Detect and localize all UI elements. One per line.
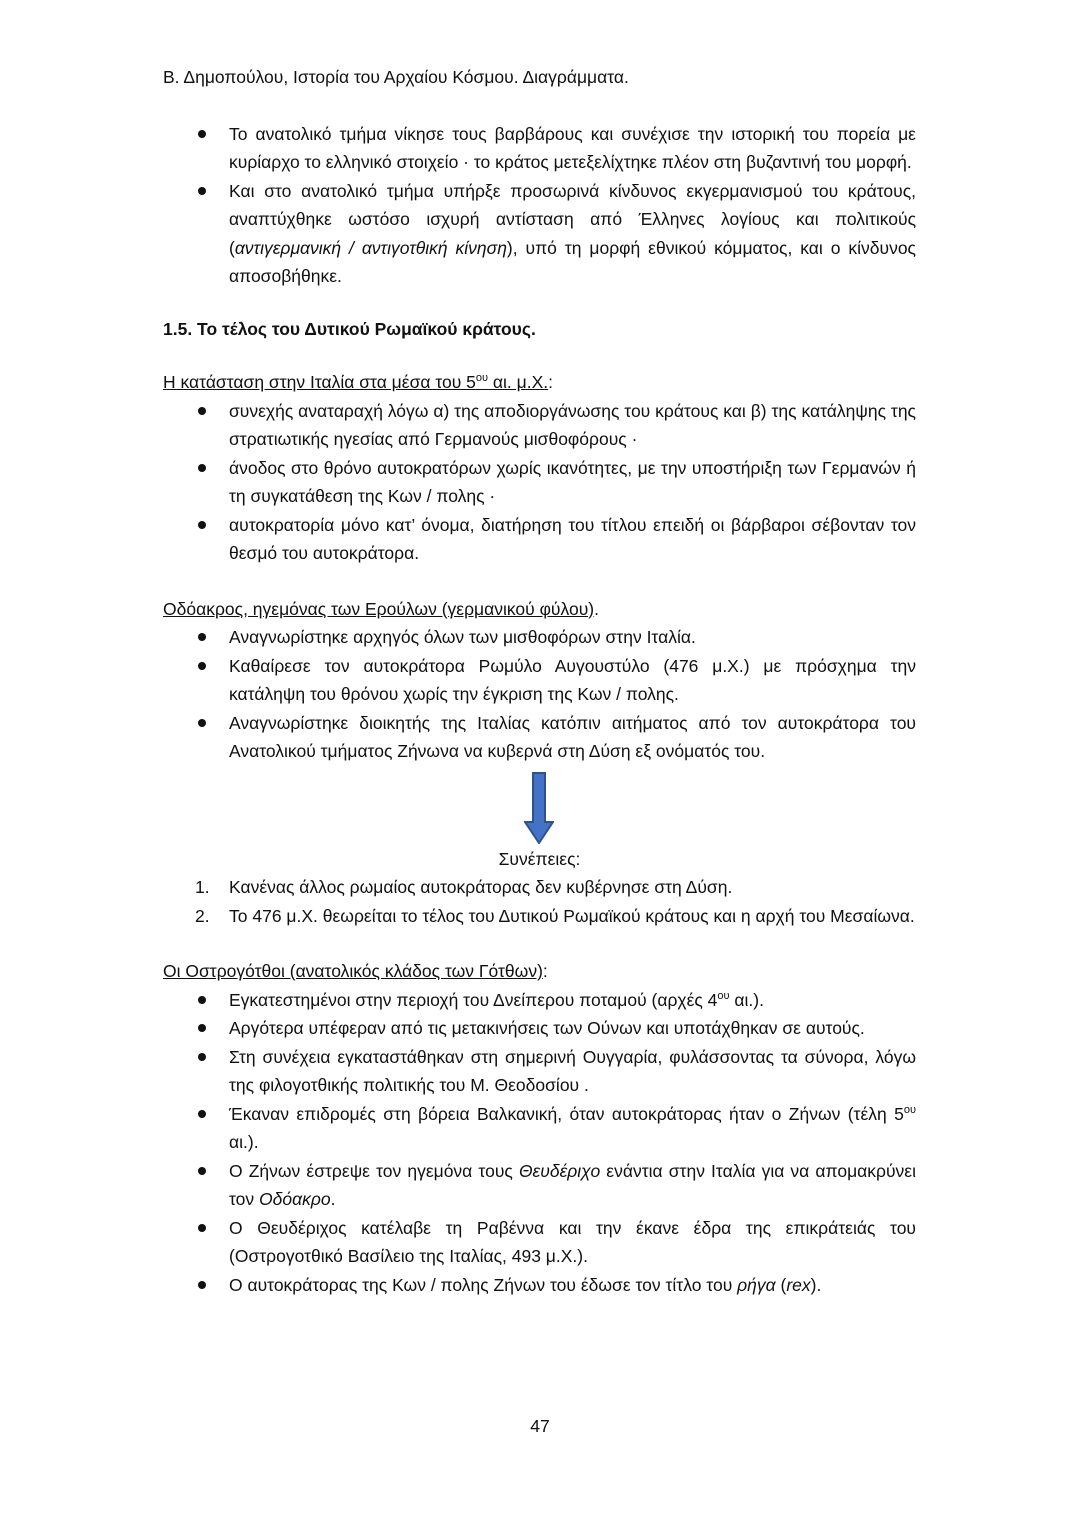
list-item: Έκαναν επιδρομές στη βόρεια Βαλκανική, όταν αυτοκράτορας ήταν ο Ζήνων (τέλη $5^{o\upsilon}$ αι.). [163, 1100, 916, 1157]
list-item: Εγκατεστημένοι στην περιοχή του Δνείπερου ποταμού (αρχές $4^{o\upsilon}$ αι.). [163, 986, 916, 1015]
list-item: Αργότερα υπέφεραν από τις μετακινήσεις των Ούνων και υποτάχθηκαν σε αυτούς. [163, 1014, 916, 1043]
list-item: Καθαίρεσε τον αυτοκράτορα Ρωμύλο Αυγουστύλο (476 μ.Χ.) με πρόσχημα την κατάληψη του θρόνου χωρίς την έγκριση της Κων / πολης. [163, 652, 916, 709]
section-title: 1.5. Το τέλος του Δυτικού Ρωμαϊκού κράτους. [163, 318, 536, 339]
intro-list [163, 120, 916, 291]
list-item: άνοδος στο θρόνο αυτοκρατόρων χωρίς ικανότητες, με την υποστήριξη των Γερμανών ή τη συγκατάθεση της Κων / πολης · [163, 454, 916, 511]
list-item: Και στο ανατολικό τμήμα υπήρξε προσωρινά κίνδυνος εκγερμανισμού του κράτους, αναπτύχθηκε ωστόσο ισχυρή αντίσταση από Έλληνες λογίους και πολιτικούς (αντιγερμανική / αντιγοτθική κίνηση), υπό τη μορφή εθνικού κόμματος, και ο κίνδυνος αποσοβήθηκε. [163, 177, 916, 291]
list-item: Ο Θευδέριχος κατέλαβε τη Ραβέννα και την έκανε έδρα της επικράτειάς του (Οστρογοτθικό Βασίλειο της Ιταλίας, 493 μ.Χ.). [163, 1214, 916, 1271]
italy-heading: Η κατάσταση στην Ιταλία στα μέσα του $5^{o\upsilon}$ αι. μ.Χ.: [163, 372, 554, 392]
page-number: 47 [530, 1416, 550, 1436]
down-arrow-icon [524, 772, 554, 844]
list-item: Το ανατολικό τμήμα νίκησε τους βαρβάρους και συνέχισε την ιστορική του πορεία με κυρίαρχο το ελληνικό στοιχείο · το κράτος μετεξελίχτηκε πλέον στη βυζαντινή του μορφή. [163, 120, 916, 177]
ostrogoths-list [163, 986, 916, 1300]
odoacer-heading: Οδόακρος, ηγεμόνας των Ερούλων (γερμανικού φύλου). [163, 598, 599, 619]
list-item: Ο αυτοκράτορας της Κων / πολης Ζήνων του έδωσε τον τίτλο του ρήγα (rex). [163, 1271, 916, 1300]
list-item: Ο Ζήνων έστρεψε τον ηγεμόνα τους Θευδέριχο ενάντια στην Ιταλία για να απομακρύνει τον Οδόακρο. [163, 1157, 916, 1214]
document-page [163, 63, 916, 1299]
list-item: αυτοκρατορία μόνο κατ’ όνομα, διατήρηση του τίτλου επειδή οι βάρβαροι σέβονταν τον θεσμό του αυτοκράτορα. [163, 511, 916, 568]
italic-term: αντιγερμανική / αντιγοτθική κίνηση [234, 237, 507, 258]
list-item: συνεχής αναταραχή λόγω α) της αποδιοργάνωσης του κράτους και β) της κατάληψης της στρατιωτικής ηγεσίας από Γερμανούς μισθοφόρους · [163, 397, 916, 454]
list-item: Στη συνέχεια εγκαταστάθηκαν στη σημερινή Ουγγαρία, φυλάσσοντας τα σύνορα, λόγω της φιλογοτθικής πολιτικής του Μ. Θεοδοσίου . [163, 1043, 916, 1100]
ostrogoths-heading: Οι Οστρογότθοι (ανατολικός κλάδος των Γότθων): [163, 961, 548, 981]
running-header: Β. Δημοπούλου, Ιστορία του Αρχαίου Κόσμου. Διαγράμματα. [163, 67, 629, 87]
consequences-heading: Συνέπειες: [498, 848, 581, 869]
odoacer-list [163, 623, 916, 766]
list-item: Αναγνωρίστηκε αρχηγός όλων των μισθοφόρων στην Ιταλία. [163, 623, 916, 652]
list-item: 1. Κανένας άλλος ρωμαίος αυτοκράτορας δεν κυβέρνησε στη Δύση. [195, 877, 733, 897]
list-item: Αναγνωρίστηκε διοικητής της Ιταλίας κατόπιν αιτήματος από τον αυτοκράτορα του Ανατολικού τμήματος Ζήνωνα να κυβερνά στη Δύση εξ ονόματός του. [163, 709, 916, 766]
consequences-list [163, 873, 916, 930]
list-item: 2. Το 476 μ.Χ. θεωρείται το τέλος του Δυτικού Ρωμαϊκού κράτους και η αρχή του Μεσαίωνα. [195, 905, 915, 926]
italy-list [163, 397, 916, 568]
